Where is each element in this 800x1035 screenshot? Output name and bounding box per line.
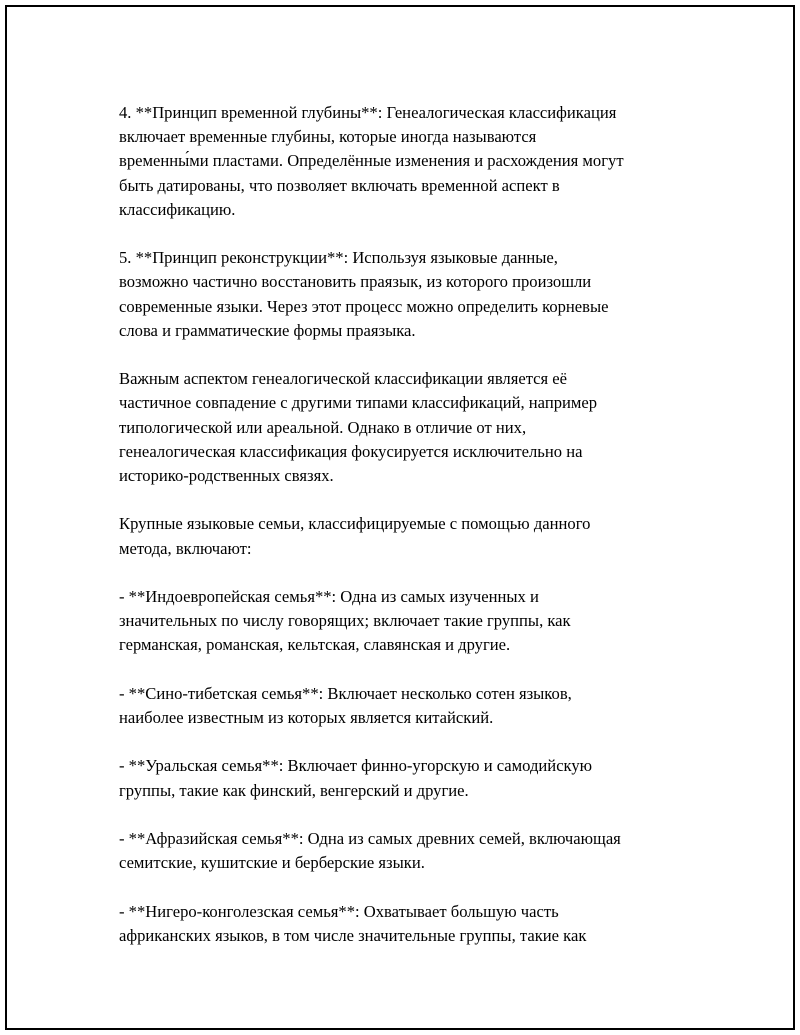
text-line: - **Уральская семья**: Включает финно-угорскую и самодийскую (119, 756, 593, 776)
text-line: - **Афразийская семья**: Одна из самых древних семей, включающая (119, 828, 621, 848)
text-line: - **Индоевропейская семья**: Одна из самых изученных и (119, 587, 539, 606)
paragraph-reconstruction-principle (119, 246, 719, 343)
paragraph-families-intro (119, 512, 719, 560)
text-line: Крупные языковые семьи, классифицируемые с помощью данного (119, 514, 591, 534)
text-line: - **Сино-тибетская семья**: Включает несколько сотен языков, (119, 683, 572, 703)
list-item-niger-congo (119, 900, 719, 948)
document-body (119, 101, 719, 972)
list-item-sino-tibetan (119, 682, 719, 730)
text-line: включает временные глубины, которые иногда называются (119, 127, 537, 147)
text-line: Важным аспектом генеалогической классификации является её (119, 369, 568, 389)
text-line: 4. **Принцип временной глубины**: Генеалогическая классификация (119, 103, 617, 122)
text-line: историко-родственных связях. (119, 466, 334, 486)
text-line: современные языки. Через этот процесс можно определить корневые (119, 296, 609, 316)
text-line: значительных по числу говорящих; включает такие группы, как (119, 611, 571, 631)
text-line: генеалогическая классификация фокусируется исключительно на (119, 441, 583, 461)
text-line: метода, включают: (119, 538, 252, 558)
text-line: временны́ми пластами. Определённые изменения и расхождения могут (119, 151, 624, 171)
list-item-indo-european (119, 585, 719, 658)
text-line: 5. **Принцип реконструкции**: Используя языковые данные, (119, 248, 558, 268)
paragraph-classification-overlap (119, 367, 719, 488)
text-line: слова и грамматические формы праязыка. (119, 320, 416, 340)
paragraph-temporal-depth-principle (119, 101, 719, 222)
text-line: наиболее известным из которых является китайский. (119, 708, 494, 727)
text-line: - **Нигеро-конголезская семья**: Охватывает большую часть (119, 901, 559, 921)
text-line: частичное совпадение с другими типами классификаций, например (119, 393, 598, 413)
text-line: группы, такие как финский, венгерский и другие. (119, 780, 469, 800)
list-item-afroasiatic (119, 827, 719, 875)
text-line: семитские, кушитские и берберские языки. (119, 853, 425, 873)
text-line: африканских языков, в том числе значительные группы, такие как (119, 925, 587, 945)
text-line: германская, романская, кельтская, славянская и другие. (119, 635, 511, 655)
text-line: классификацию. (119, 199, 236, 219)
text-line: быть датированы, что позволяет включать временной аспект в (119, 175, 560, 195)
document-page (5, 5, 795, 1030)
text-line: типологической или ареальной. Однако в отличие от них, (119, 417, 527, 437)
list-item-uralic (119, 754, 719, 802)
text-line: возможно частично восстановить праязык, из которого произошли (119, 272, 592, 292)
